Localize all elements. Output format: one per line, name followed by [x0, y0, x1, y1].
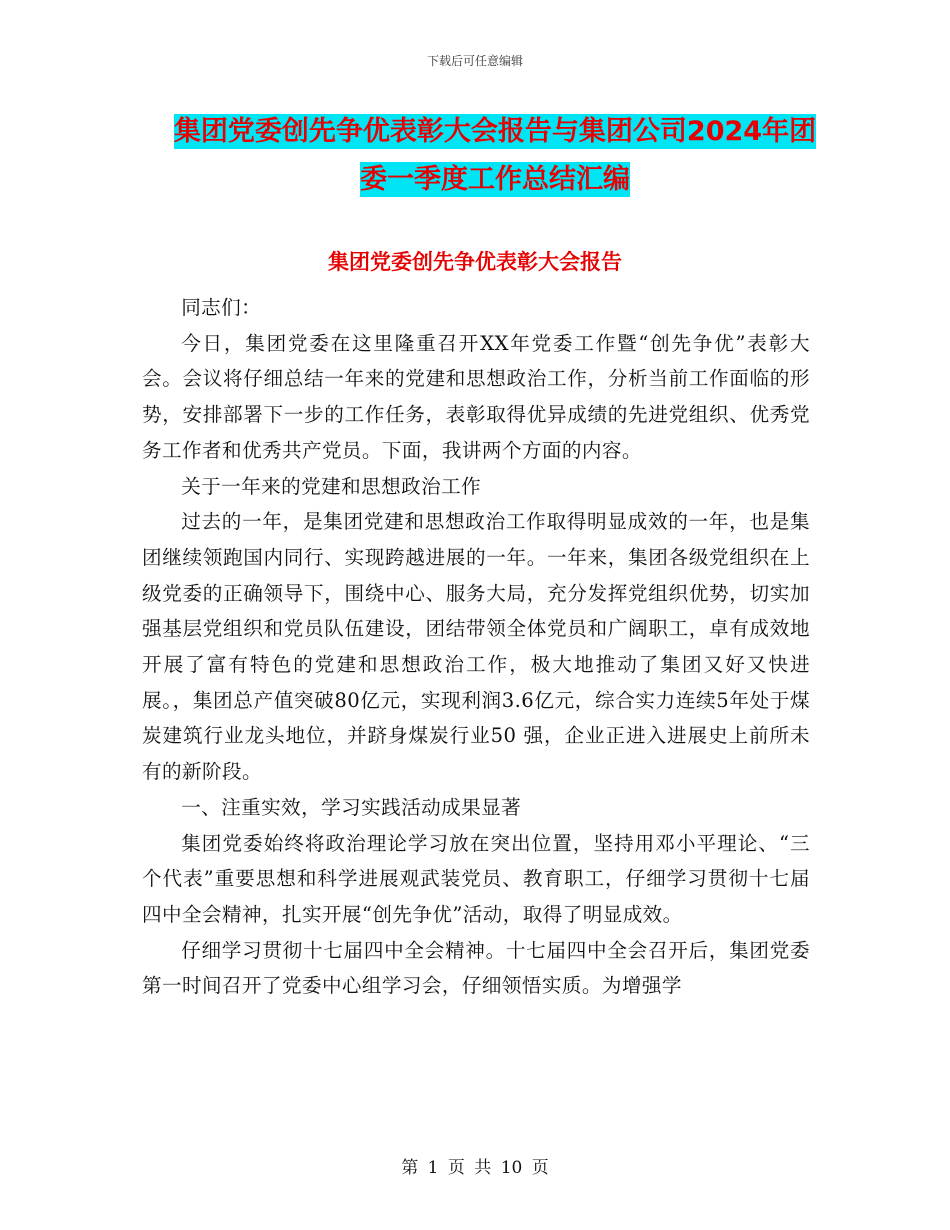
paragraph-subheading: 一、注重实效，学习实践活动成果显著 [181, 795, 522, 819]
body-text [142, 290, 810, 1004]
paragraph-review: 过去的一年，是集团党建和思想政治工作取得明显成效的一年，也是集团继续领跑国内同行、实现跨越进展的一年。一年来，集团各级党组织在上级党委的正确领导下，围绕中心、服务大局，充分发挥党组织优势，切实加强基层党组织和党员队伍建设，团结带领全体党员和广阔职工，卓有成效地开展了富有特色的党建和思想政治工作，极大地推动了集团又好又快进展。，集团总产值突破80亿元，实现利润3.6亿元，综合实力连续5年处于煤炭建筑行业龙头地位，并跻身煤炭行业50 强，企业正进入进展史上前所未有的新阶段。 [142, 510, 810, 784]
paragraph-salutation: 同志们： [181, 296, 262, 319]
paragraph-study: 集团党委始终将政治理论学习放在突出位置，坚持用邓小平理论、“三个代表”重要思想和科学进展观武装党员、教育职工，仔细学习贯彻十七届四中全会精神，扎实开展“创先争优”活动，取得了明显成效。 [142, 831, 810, 926]
document-title-line-2: 委一季度工作总结汇编 [360, 164, 630, 195]
section-title: 集团党委创先争优表彰大会报告 [328, 250, 622, 274]
paragraph-intro: 今日，集团党委在这里隆重召开XX年党委工作暨“创先争优”表彰大会。会议将仔细总结一年来的党建和思想政治工作，分析当前工作面临的形势，安排部署下一步的工作任务，表彰取得优异成绩的先进党组织、优秀党务工作者和优秀共产党员。下面，我讲两个方面的内容。 [142, 331, 810, 462]
page-footer: 第 1 页 共 10 页 [401, 1158, 549, 1178]
paragraph-plenum: 仔细学习贯彻十七届四中全会精神。十七届四中全会召开后，集团党委第一时间召开了党委中心组学习会，仔细领悟实质。为增强学 [142, 938, 810, 998]
document-title [150, 108, 840, 204]
page-header-note: 下载后可任意编辑 [426, 54, 523, 68]
document-title-line-1: 集团党委创先争优表彰大会报告与集团公司2024年团 [173, 116, 817, 147]
paragraph-heading: 关于一年来的党建和思想政治工作 [181, 474, 482, 498]
